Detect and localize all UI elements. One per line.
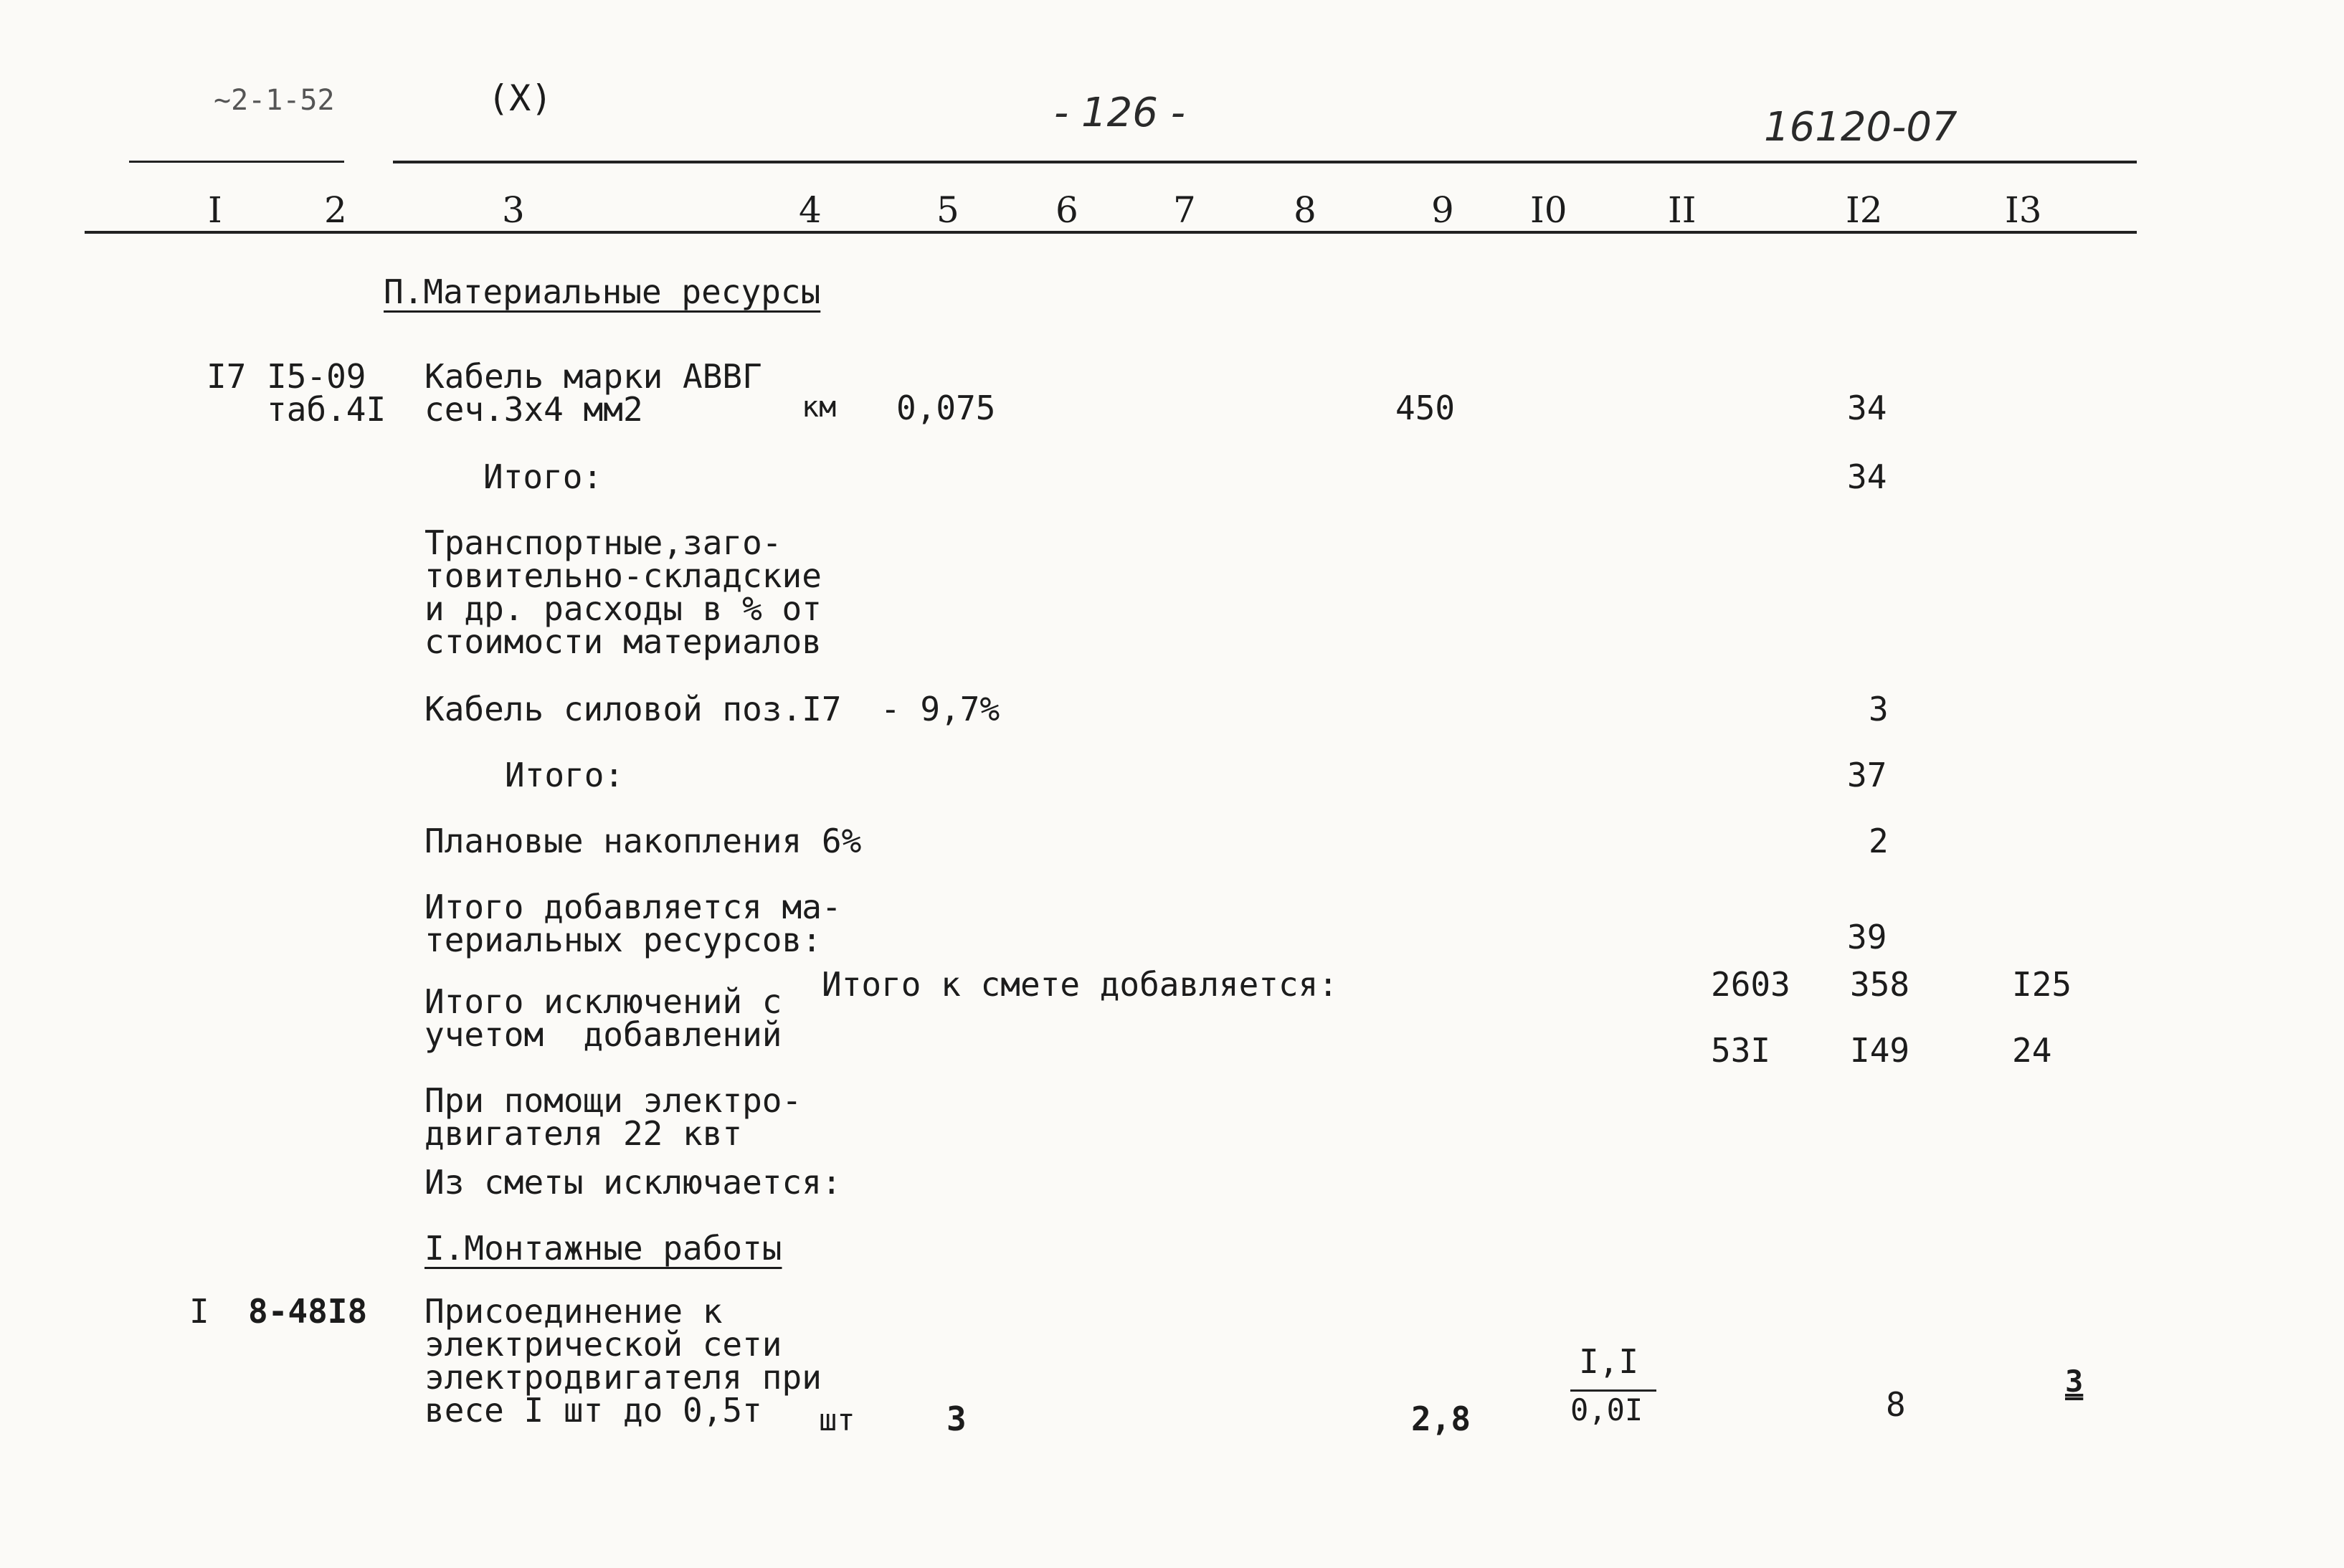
column-header: I [208, 189, 222, 231]
row-name-section: сеч.3х4 мм2 [424, 390, 643, 429]
top-rule-left [129, 161, 344, 163]
column-header: 4 [799, 189, 822, 231]
row-code: I5-09 [267, 357, 366, 396]
page-number: - 126 - [1054, 90, 1185, 136]
row-col9: 2,8 [1411, 1400, 1471, 1438]
estimate-added-col11: 2603 [1711, 965, 1790, 1004]
row-col13: 3 [2065, 1364, 2084, 1399]
row-col10-fraction [1570, 1342, 1664, 1431]
total-col12: 37 [1847, 756, 1887, 794]
estimate-added-label: Итого к смете добавляется: [822, 965, 1339, 1004]
row-name: Присоединение к электрической сети электродвигателя при весе I шт до 0,5т [424, 1292, 822, 1430]
power-cable-percent: - 9,7% [881, 690, 1000, 728]
total-label: Итого: [483, 457, 603, 496]
estimate-added-col13: I25 [2012, 965, 2072, 1004]
column-header: 7 [1173, 189, 1196, 231]
row-col12: 8 [1886, 1385, 1906, 1424]
column-header: 6 [1055, 189, 1078, 231]
row-quantity: 0,075 [896, 389, 996, 427]
document-code: ~2-1-52 [214, 84, 335, 117]
column-header: 3 [502, 189, 525, 231]
motor-note: При помощи электро- двигателя 22 квт [424, 1081, 802, 1153]
estimate-added-col12: 358 [1850, 965, 1910, 1004]
column-header: I3 [2005, 189, 2042, 231]
column-header: II [1668, 189, 1697, 231]
transport-costs-text: Транспортные,заго- товительно-складские и др. расходы в % от стоимости материалов [424, 523, 822, 661]
fraction-bar [1570, 1389, 1656, 1392]
header-rule [85, 231, 2137, 234]
added-materials-col12: 39 [1847, 918, 1887, 956]
planned-accumulations-col12: 2 [1869, 822, 1889, 860]
row-code: 8-48I8 [248, 1292, 368, 1331]
column-header: 8 [1294, 189, 1316, 231]
exclusions-label: Итого исключений с учетом добавлений [424, 982, 782, 1054]
section-title-materials: П.Материальные ресурсы [384, 272, 821, 311]
row-col12: 34 [1847, 389, 1887, 427]
column-header: 2 [324, 189, 347, 231]
row-quantity: 3 [946, 1400, 967, 1438]
planned-accumulations-label: Плановые накопления 6% [424, 822, 862, 860]
section-title-installation: I.Монтажные работы [424, 1229, 782, 1268]
top-rule [393, 161, 2137, 163]
document-mark: (X) [488, 77, 553, 119]
row-unit: км [802, 391, 837, 424]
row-unit: шт [819, 1402, 855, 1438]
total-label: Итого: [505, 756, 625, 794]
power-cable-label: Кабель силовой поз.I7 [424, 690, 842, 728]
row-col9: 450 [1395, 389, 1456, 427]
column-header: 5 [936, 189, 959, 231]
row-number: I [189, 1292, 209, 1331]
row-code-table: таб.4I [267, 390, 386, 429]
added-materials-label: Итого добавляется ма- териальных ресурсов: [424, 888, 842, 959]
column-header: 9 [1431, 189, 1454, 231]
column-header: I0 [1530, 189, 1567, 231]
row-number: I7 [207, 357, 247, 396]
document-number: 16120-07 [1764, 104, 1958, 151]
power-cable-col12: 3 [1869, 690, 1889, 728]
exclusions-col12: I49 [1850, 1031, 1910, 1070]
total-col12: 34 [1847, 457, 1887, 496]
fraction-numerator: I,I [1579, 1342, 1639, 1381]
row-name: Кабель марки АВВГ [424, 357, 762, 396]
excluded-label: Из сметы исключается: [424, 1163, 842, 1202]
exclusions-col11: 53I [1711, 1031, 1771, 1070]
fraction-denominator: 0,0I [1570, 1392, 1643, 1427]
exclusions-col13: 24 [2012, 1031, 2052, 1070]
column-header: I2 [1846, 189, 1883, 231]
